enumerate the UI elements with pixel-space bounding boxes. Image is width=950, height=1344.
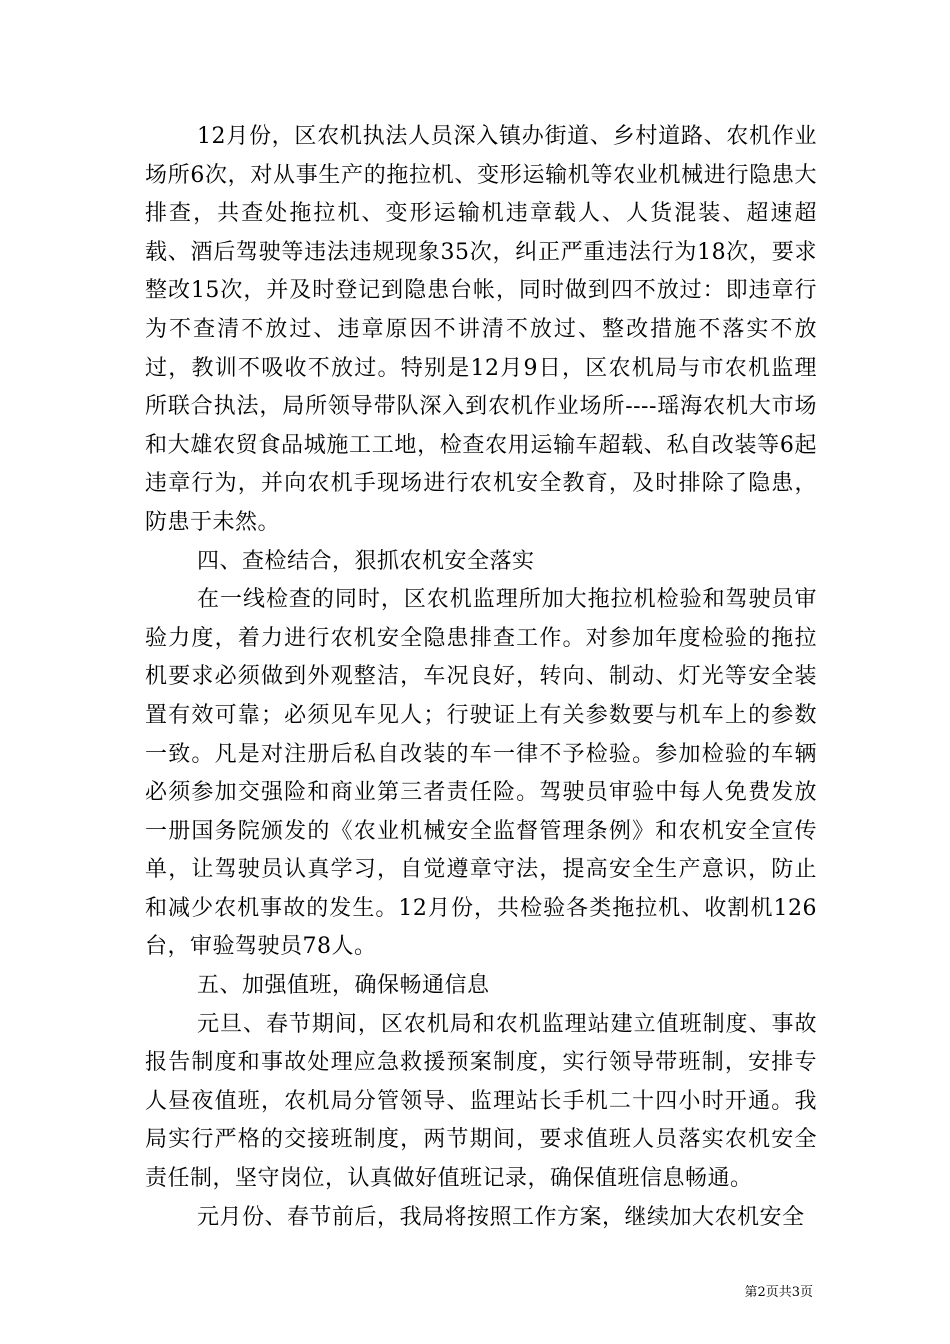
section-heading-five: 五、加强值班，确保畅通信息 — [197, 973, 490, 999]
paragraph-inspection: 在一线检查的同时，区农机监理所加大拖拉机检验和驾驶员审验力度，着力进行农机安全隐患排查工作。对参加年度检验的拖拉机要求必须做到外观整洁，车况良好，转向、制动、灯光等安全装置有效可靠；必须见车见人；行驶证上有关参数要与机车上的参数一致。凡是对注册后私自改装的车一律不予检验。参加检验的车辆必须参加交强险和商业第三者责任险。驾驶员审验中每人免费发放一册国务院颁发的《农业机械安全监督管理条例》和农机安全宣传单，让驾驶员认真学习，自觉遵章守法，提高安全生产意识，防止和减少农机事故的发生。12月份，共检验各类拖拉机、收割机126台，审验驾驶员78人。 — [145, 587, 817, 960]
page-number-footer: 第2页共3页 — [744, 1285, 813, 1300]
paragraph-duty: 元旦、春节期间，区农机局和农机监理站建立值班制度、事故报告制度和事故处理应急救援预案制度，实行领导带班制，安排专人昼夜值班，农机局分管领导、监理站长手机二十四小时开通。我局实行严格的交接班制度，两节期间，要求值班人员落实农机安全责任制，坚守岗位，认真做好值班记录，确保值班信息畅通。 — [145, 1011, 817, 1192]
paragraph-enforcement: 12月份，区农机执法人员深入镇办街道、乡村道路、农机作业场所6次，对从事生产的拖拉机、变形运输机等农业机械进行隐患大排查，共查处拖拉机、变形运输机违章载人、人货混装、超速超载、酒后驾驶等违法违规现象35次，纠正严重违法行为18次，要求整改15次，并及时登记到隐患台帐，同时做到四不放过：即违章行为不查清不放过、违章原因不讲清不放过、整改措施不落实不放过，教训不吸收不放过。特别是12月9日，区农机局与市农机监理所联合执法，局所领导带队深入到农机作业场所----瑶海农机大市场和大雄农贸食品城施工工地，检查农用运输车超载、私自改装等6起违章行为，并向农机手现场进行农机安全教育，及时排除了隐患，防患于未然。 — [145, 124, 817, 535]
document-body — [145, 118, 817, 1237]
section-heading-four: 四、查检结合，狠抓农机安全落实 — [197, 548, 535, 574]
paragraph-continuation: 元月份、春节前后，我局将按照工作方案，继续加大农机安全 — [197, 1204, 805, 1230]
